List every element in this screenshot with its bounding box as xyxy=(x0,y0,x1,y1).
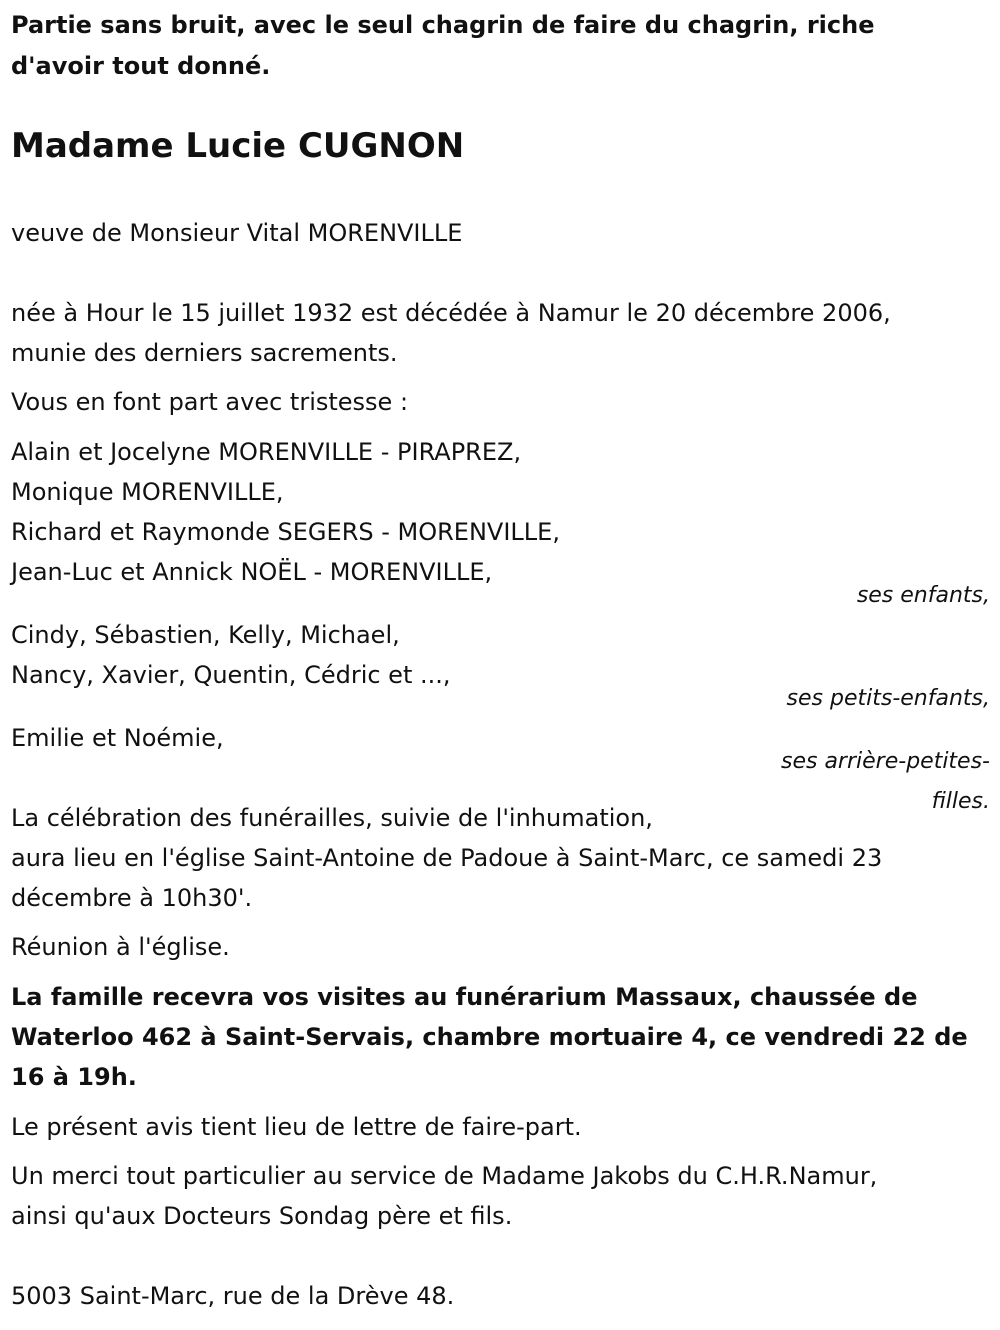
grandchild-names: Cindy, Sébastien, Kelly, Michael, xyxy=(11,621,400,649)
deceased-name: Madame Lucie CUGNON xyxy=(11,126,465,166)
child-name: Alain et Jocelyne MORENVILLE - PIRAPREZ, xyxy=(11,438,522,466)
grandchild-names: Nancy, Xavier, Quentin, Cédric et ..., xyxy=(11,661,451,689)
funeral-line-1: La célébration des funérailles, suivie de l'inhumation, xyxy=(11,804,653,832)
children-relation: ses enfants, xyxy=(856,583,990,608)
epigraph-line-1: Partie sans bruit, avec le seul chagrin de faire du chagrin, riche xyxy=(11,11,875,39)
child-name: Monique MORENVILLE, xyxy=(11,478,284,506)
address-line: 5003 Saint-Marc, rue de la Drève 48. xyxy=(11,1282,455,1310)
announcement-line: Vous en font part avec tristesse : xyxy=(11,388,409,416)
gathering-line: Réunion à l'église. xyxy=(11,933,230,961)
funeral-line-3: décembre à 10h30'. xyxy=(11,884,253,912)
grandchildren-relation: ses petits-enfants, xyxy=(786,686,990,711)
funeral-line-2: aura lieu en l'église Saint-Antoine de Padoue à Saint-Marc, ce samedi 23 xyxy=(11,844,883,872)
widow-of-line: veuve de Monsieur Vital MORENVILLE xyxy=(11,219,463,247)
visits-line-2: Waterloo 462 à Saint-Servais, chambre mortuaire 4, ce vendredi 22 de xyxy=(11,1023,968,1051)
great-grandchild-names: Emilie et Noémie, xyxy=(11,724,224,752)
child-name: Richard et Raymonde SEGERS - MORENVILLE, xyxy=(11,518,560,546)
child-name: Jean-Luc et Annick NOËL - MORENVILLE, xyxy=(11,558,493,586)
birth-death-line-1: née à Hour le 15 juillet 1932 est décédée à Namur le 20 décembre 2006, xyxy=(11,299,891,327)
thanks-line-2: ainsi qu'aux Docteurs Sondag père et fils. xyxy=(11,1202,513,1230)
great-grandchildren-relation-line-2: filles. xyxy=(931,789,990,814)
visits-line-1: La famille recevra vos visites au funérarium Massaux, chaussée de xyxy=(11,983,918,1011)
epigraph-line-2: d'avoir tout donné. xyxy=(11,52,271,80)
great-grandchildren-relation-line-1: ses arrière-petites- xyxy=(781,749,990,774)
notice-line: Le présent avis tient lieu de lettre de faire-part. xyxy=(11,1113,582,1141)
birth-death-line-2: munie des derniers sacrements. xyxy=(11,339,398,367)
thanks-line-1: Un merci tout particulier au service de Madame Jakobs du C.H.R.Namur, xyxy=(11,1162,878,1190)
visits-line-3: 16 à 19h. xyxy=(11,1063,137,1091)
